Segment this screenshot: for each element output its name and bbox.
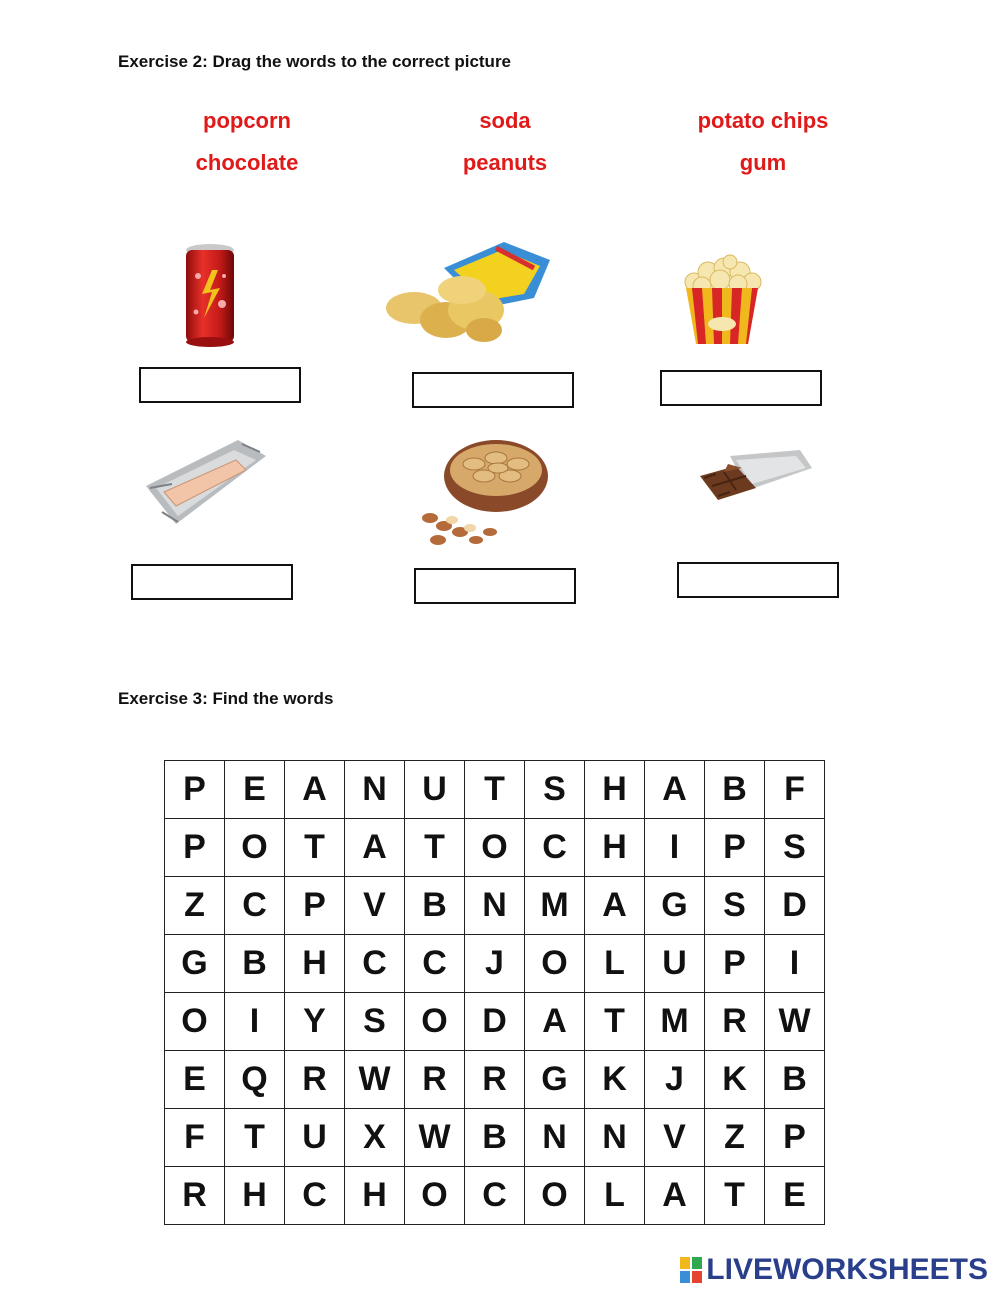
grid-letter-cell[interactable]: D — [465, 993, 525, 1051]
grid-letter-cell[interactable]: P — [165, 761, 225, 819]
grid-letter-cell[interactable]: N — [585, 1109, 645, 1167]
grid-letter-cell[interactable]: C — [285, 1167, 345, 1225]
grid-letter-cell[interactable]: P — [285, 877, 345, 935]
grid-letter-cell[interactable]: E — [165, 1051, 225, 1109]
grid-letter-cell[interactable]: O — [465, 819, 525, 877]
grid-letter-cell[interactable]: U — [645, 935, 705, 993]
grid-letter-cell[interactable]: G — [645, 877, 705, 935]
grid-letter-cell[interactable]: P — [765, 1109, 825, 1167]
grid-letter-cell[interactable]: X — [345, 1109, 405, 1167]
grid-letter-cell[interactable]: E — [765, 1167, 825, 1225]
grid-letter-cell[interactable]: I — [645, 819, 705, 877]
grid-letter-cell[interactable]: T — [705, 1167, 765, 1225]
grid-letter-cell[interactable]: L — [585, 1167, 645, 1225]
grid-letter-cell[interactable]: R — [165, 1167, 225, 1225]
grid-letter-cell[interactable]: A — [585, 877, 645, 935]
drag-word-gum[interactable]: gum — [739, 150, 787, 175]
grid-letter-cell[interactable]: U — [405, 761, 465, 819]
drag-word-popcorn[interactable]: popcorn — [203, 108, 291, 133]
drop-box-peanuts-image[interactable] — [414, 568, 576, 604]
grid-letter-cell[interactable]: S — [765, 819, 825, 877]
grid-letter-cell[interactable]: T — [465, 761, 525, 819]
grid-letter-cell[interactable]: O — [405, 1167, 465, 1225]
grid-letter-cell[interactable]: N — [525, 1109, 585, 1167]
logo-blocks-icon — [680, 1257, 702, 1283]
grid-letter-cell[interactable]: V — [645, 1109, 705, 1167]
grid-letter-cell[interactable]: K — [705, 1051, 765, 1109]
grid-letter-cell[interactable]: A — [645, 761, 705, 819]
grid-letter-cell[interactable]: L — [585, 935, 645, 993]
grid-letter-cell[interactable]: Z — [165, 877, 225, 935]
grid-letter-cell[interactable]: W — [765, 993, 825, 1051]
grid-letter-cell[interactable]: B — [705, 761, 765, 819]
drag-word-potato-chips[interactable]: potato chips — [697, 108, 829, 133]
exercise3-title: Exercise 3: Find the words — [118, 689, 334, 708]
popcorn-image — [682, 254, 762, 346]
drag-word-chocolate[interactable]: chocolate — [195, 150, 299, 175]
grid-letter-cell[interactable]: C — [405, 935, 465, 993]
drop-box-popcorn-image[interactable] — [660, 370, 822, 406]
grid-letter-cell[interactable]: W — [345, 1051, 405, 1109]
grid-letter-cell[interactable]: B — [405, 877, 465, 935]
grid-row — [165, 935, 825, 993]
grid-letter-cell[interactable]: A — [345, 819, 405, 877]
grid-letter-cell[interactable]: R — [465, 1051, 525, 1109]
grid-row — [165, 1167, 825, 1225]
grid-letter-cell[interactable]: F — [165, 1109, 225, 1167]
grid-letter-cell[interactable]: Q — [225, 1051, 285, 1109]
grid-row — [165, 1051, 825, 1109]
grid-letter-cell[interactable]: A — [285, 761, 345, 819]
exercise2-title: Exercise 2: Drag the words to the correct picture — [118, 52, 512, 71]
grid-row — [165, 993, 825, 1051]
grid-letter-cell[interactable]: C — [225, 877, 285, 935]
grid-letter-cell[interactable]: P — [165, 819, 225, 877]
grid-letter-cell[interactable]: C — [345, 935, 405, 993]
grid-letter-cell[interactable]: O — [525, 1167, 585, 1225]
grid-letter-cell[interactable]: D — [765, 877, 825, 935]
drop-box-chips-image[interactable] — [412, 372, 574, 408]
grid-letter-cell[interactable]: I — [765, 935, 825, 993]
grid-letter-cell[interactable]: R — [285, 1051, 345, 1109]
potato-chips-image — [384, 238, 554, 350]
grid-letter-cell[interactable]: H — [225, 1167, 285, 1225]
liveworksheets-logo — [680, 1250, 988, 1290]
grid-letter-cell[interactable]: H — [585, 761, 645, 819]
grid-letter-cell[interactable]: Z — [705, 1109, 765, 1167]
grid-letter-cell[interactable]: P — [705, 935, 765, 993]
logo-text: LIVEWORKSHEETS — [706, 1253, 988, 1286]
drag-word-soda[interactable]: soda — [479, 108, 531, 133]
grid-letter-cell[interactable]: R — [405, 1051, 465, 1109]
grid-letter-cell[interactable]: O — [165, 993, 225, 1051]
grid-letter-cell[interactable]: N — [465, 877, 525, 935]
drag-word-peanuts[interactable]: peanuts — [462, 150, 548, 175]
grid-letter-cell[interactable]: P — [705, 819, 765, 877]
grid-letter-cell[interactable]: N — [345, 761, 405, 819]
grid-row — [165, 877, 825, 935]
grid-letter-cell[interactable]: H — [285, 935, 345, 993]
grid-letter-cell[interactable]: F — [765, 761, 825, 819]
grid-letter-cell[interactable]: M — [525, 877, 585, 935]
grid-letter-cell[interactable]: B — [465, 1109, 525, 1167]
grid-letter-cell[interactable]: K — [585, 1051, 645, 1109]
drop-box-soda-image[interactable] — [139, 367, 301, 403]
grid-letter-cell[interactable]: G — [165, 935, 225, 993]
grid-letter-cell[interactable]: W — [405, 1109, 465, 1167]
grid-letter-cell[interactable]: R — [705, 993, 765, 1051]
grid-row — [165, 761, 825, 819]
grid-letter-cell[interactable]: T — [585, 993, 645, 1051]
grid-row — [165, 819, 825, 877]
drop-box-gum-image[interactable] — [131, 564, 293, 600]
peanuts-image — [414, 436, 550, 554]
chocolate-image — [696, 446, 816, 504]
grid-letter-cell[interactable]: M — [645, 993, 705, 1051]
grid-letter-cell[interactable]: C — [525, 819, 585, 877]
grid-letter-cell[interactable]: O — [225, 819, 285, 877]
grid-letter-cell[interactable]: J — [645, 1051, 705, 1109]
grid-letter-cell[interactable]: C — [465, 1167, 525, 1225]
grid-letter-cell[interactable]: V — [345, 877, 405, 935]
grid-letter-cell[interactable]: O — [405, 993, 465, 1051]
grid-letter-cell[interactable]: J — [465, 935, 525, 993]
drop-box-chocolate-image[interactable] — [677, 562, 839, 598]
grid-row — [165, 1109, 825, 1167]
grid-letter-cell[interactable]: T — [285, 819, 345, 877]
grid-letter-cell[interactable]: O — [525, 935, 585, 993]
grid-letter-cell[interactable]: A — [645, 1167, 705, 1225]
word-search-grid — [164, 760, 825, 1225]
grid-letter-cell[interactable]: T — [405, 819, 465, 877]
gum-image — [142, 436, 270, 528]
grid-letter-cell[interactable]: H — [585, 819, 645, 877]
grid-letter-cell[interactable]: S — [525, 761, 585, 819]
grid-letter-cell[interactable]: B — [225, 935, 285, 993]
grid-letter-cell[interactable]: S — [345, 993, 405, 1051]
grid-letter-cell[interactable]: H — [345, 1167, 405, 1225]
grid-letter-cell[interactable]: B — [765, 1051, 825, 1109]
grid-letter-cell[interactable]: I — [225, 993, 285, 1051]
soda-can-image — [180, 242, 240, 350]
grid-letter-cell[interactable]: Y — [285, 993, 345, 1051]
grid-letter-cell[interactable]: S — [705, 877, 765, 935]
grid-letter-cell[interactable]: A — [525, 993, 585, 1051]
grid-letter-cell[interactable]: E — [225, 761, 285, 819]
grid-letter-cell[interactable]: G — [525, 1051, 585, 1109]
grid-letter-cell[interactable]: T — [225, 1109, 285, 1167]
grid-letter-cell[interactable]: U — [285, 1109, 345, 1167]
